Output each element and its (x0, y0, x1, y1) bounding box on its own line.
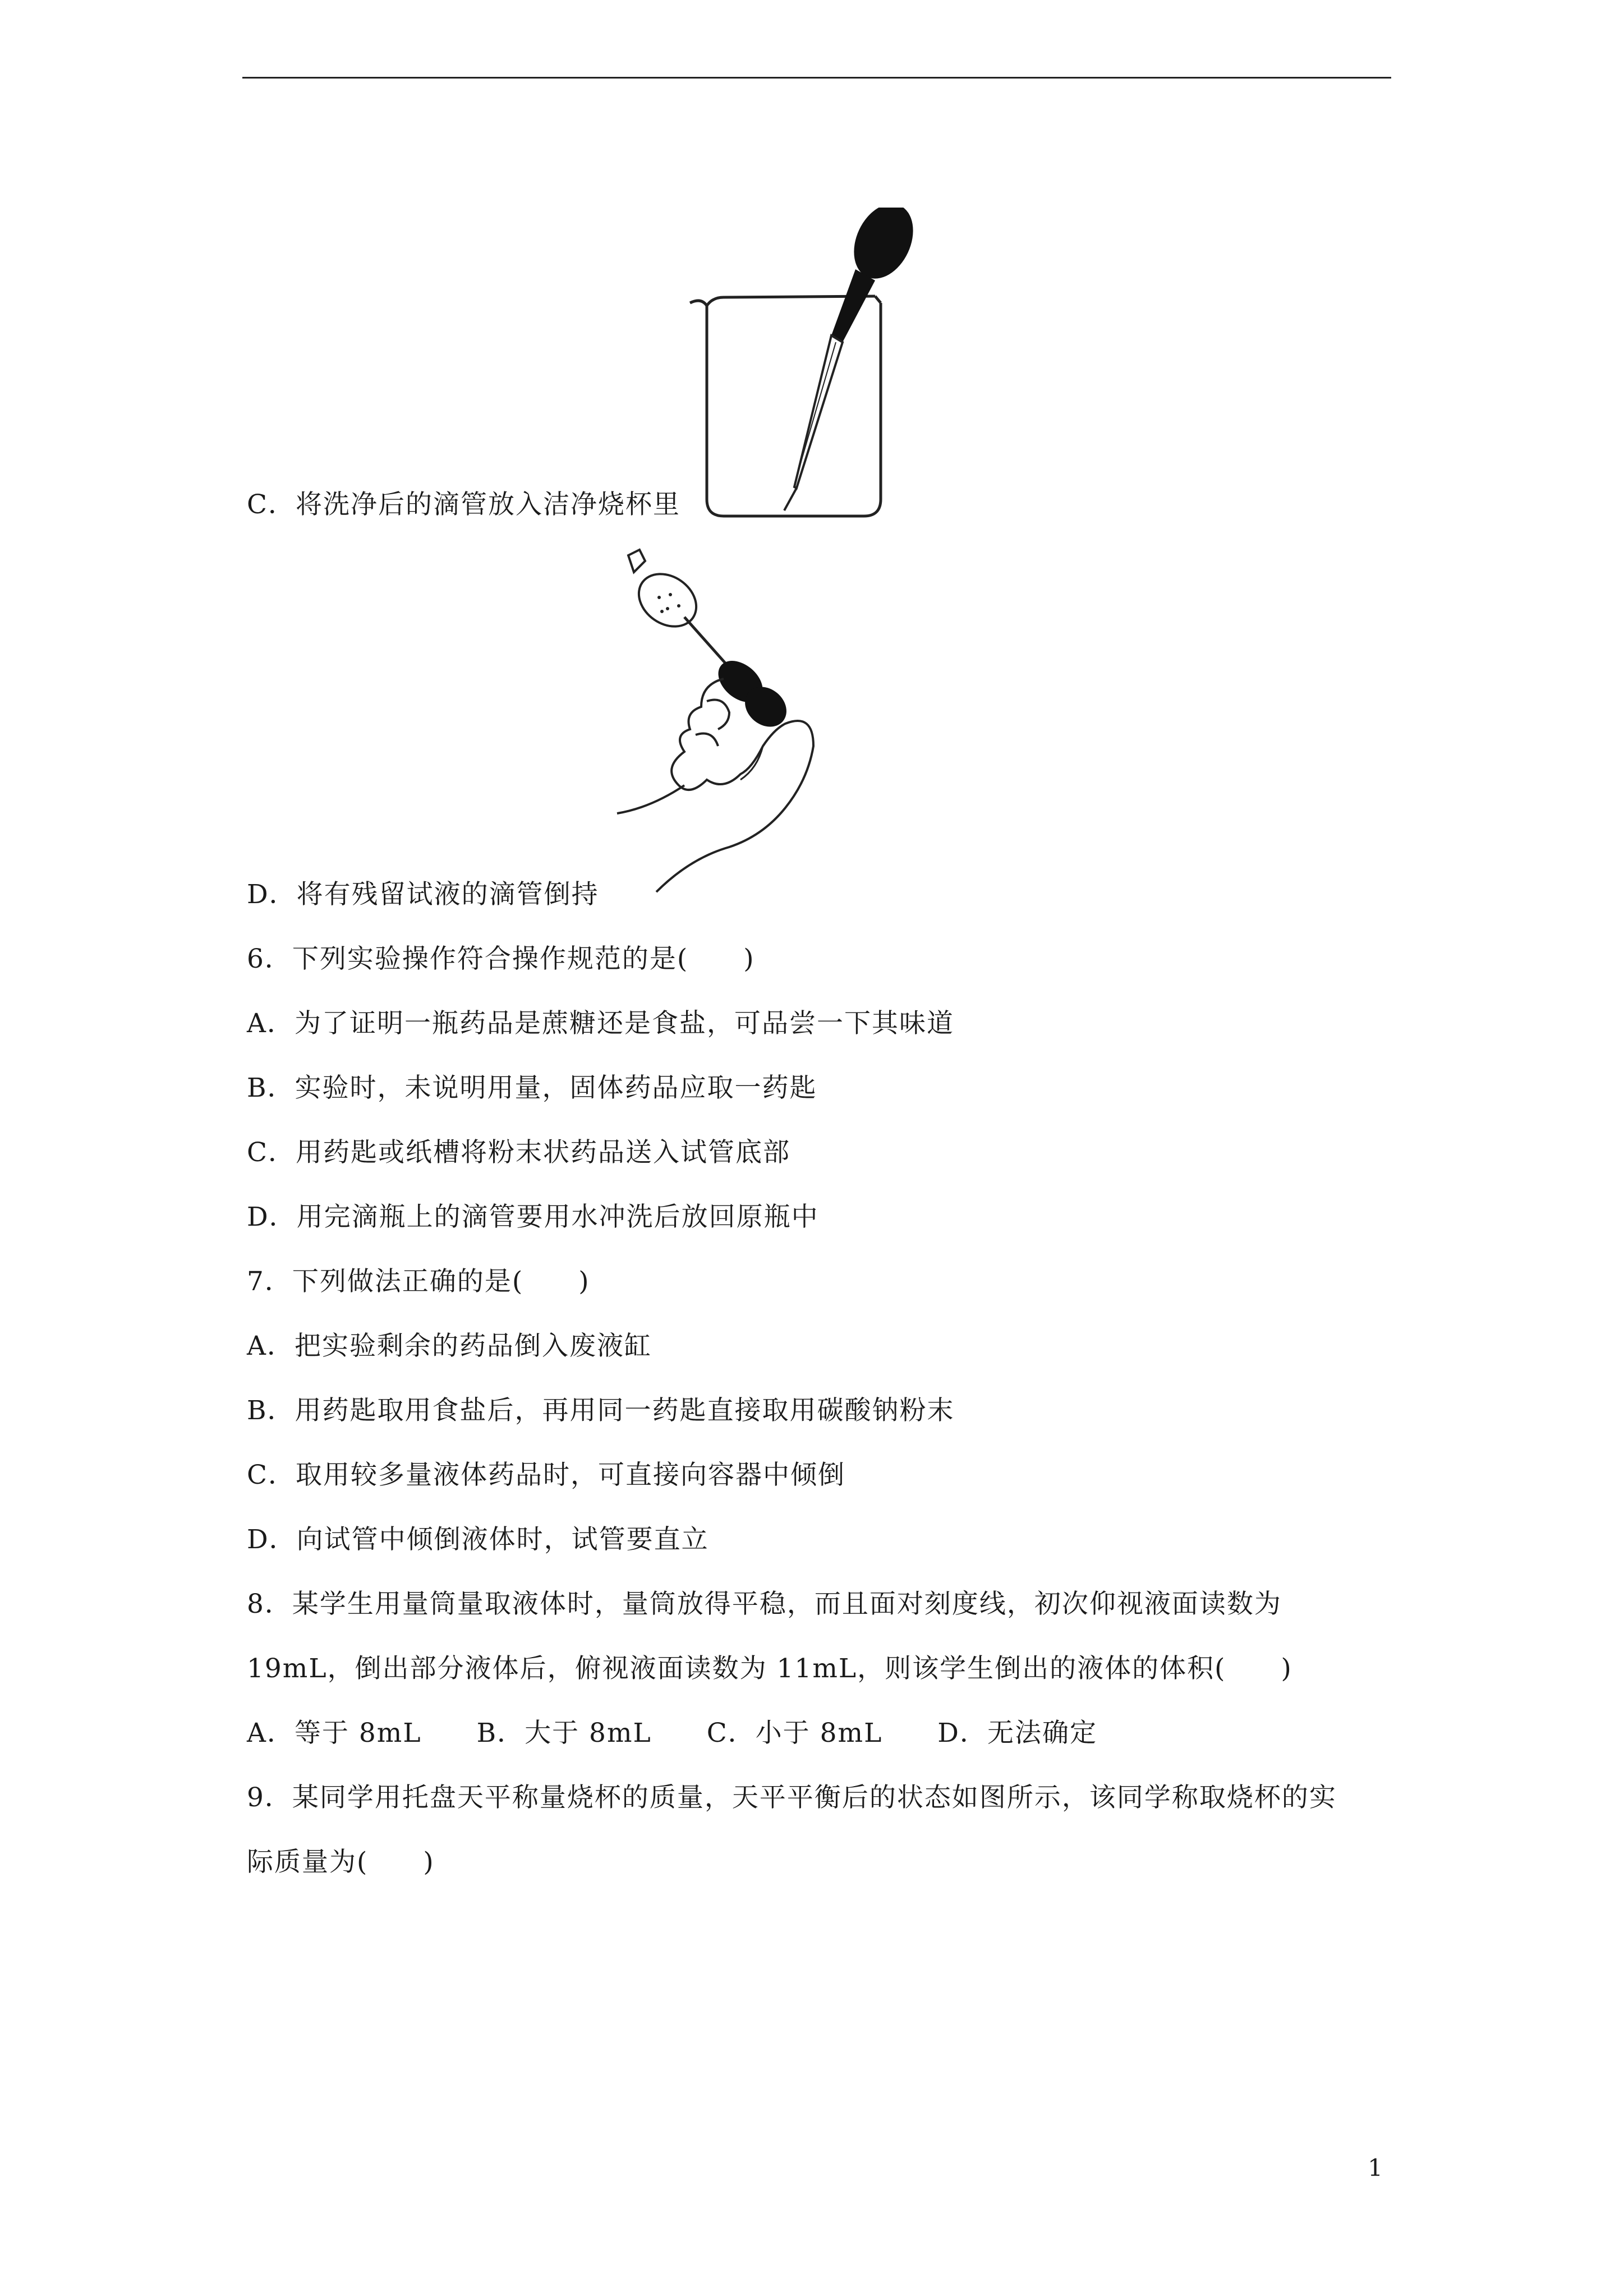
q8-stem-line2: 19mL，倒出部分液体后，俯视液面读数为 11mL，则该学生倒出的液体的体积( ) (247, 1653, 1292, 1684)
q8-options: A．等于 8mL B．大于 8mL C．小于 8mL D．无法确定 (247, 1718, 1097, 1749)
page-number: 1 (1368, 2154, 1383, 2182)
q6-option-c: C．用药匙或纸槽将粉末状药品送入试管底部 (247, 1137, 790, 1168)
q7-option-a: A．把实验剩余的药品倒入废液缸 (247, 1331, 652, 1361)
hand-holding-dropper-figure (606, 544, 853, 903)
q8-stem-line1: 8．某学生用量筒量取液体时，量筒放得平稳，而且面对刻度线，初次仰视液面读数为 (247, 1589, 1282, 1619)
dropper-in-beaker-figure (684, 208, 920, 522)
q6-option-a: A．为了证明一瓶药品是蔗糖还是食盐，可品尝一下其味道 (247, 1008, 954, 1039)
q7-option-d: D．向试管中倾倒液体时，试管要直立 (247, 1524, 709, 1555)
figure-d-caption: D．将有残留试液的滴管倒持 (247, 879, 599, 910)
q7-stem: 7．下列做法正确的是( ) (247, 1266, 590, 1297)
q9-stem-line1: 9．某同学用托盘天平称量烧杯的质量，天平平衡后的状态如图所示，该同学称取烧杯的实 (247, 1782, 1337, 1813)
header-rule (242, 77, 1391, 79)
q6-stem: 6．下列实验操作符合操作规范的是( ) (247, 944, 755, 974)
q6-option-d: D．用完滴瓶上的滴管要用水冲洗后放回原瓶中 (247, 1202, 819, 1232)
q9-stem-line2: 际质量为( ) (247, 1847, 435, 1878)
q7-option-c: C．取用较多量液体药品时，可直接向容器中倾倒 (247, 1460, 845, 1490)
q6-option-b: B．实验时，未说明用量，固体药品应取一药匙 (247, 1073, 817, 1103)
figure-c-caption: C．将洗净后的滴管放入洁净烧杯里 (247, 489, 680, 520)
q7-option-b: B．用药匙取用食盐后，再用同一药匙直接取用碳酸钠粉末 (247, 1395, 955, 1426)
